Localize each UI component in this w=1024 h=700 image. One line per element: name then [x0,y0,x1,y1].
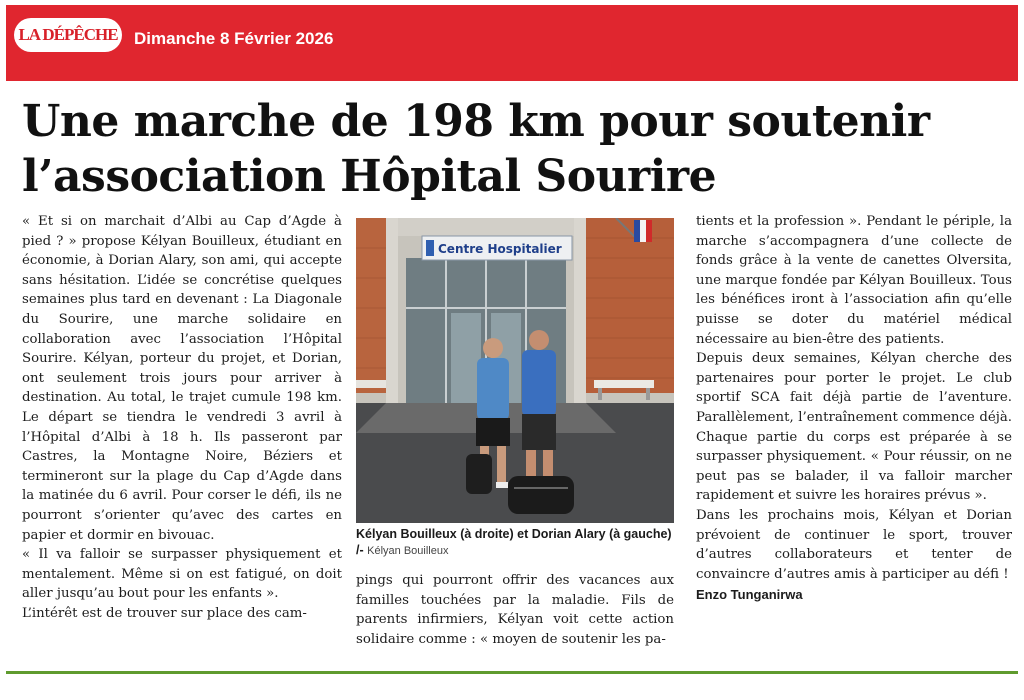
hospital-sign-text: Centre Hospitalier [438,242,562,256]
logo-text: LA DÉPÊCHE [18,25,118,44]
issue-date: Dimanche 8 Février 2026 [134,29,334,48]
paragraph: « Et si on marchait d’Albi au Cap d’Agde à pied ? » propose Kélyan Bouilleux, étudiant en économie, à Dorian Alary, son ami, qui accepte sans hésitation. L’idée se concrétise quelques semaines plus tard en devenant : La Diagonale du Sourire, une marche solidaire en collaboration avec l’association l’Hôpital Sourire. Kélyan, porteur du projet, et Dorian, ont seulement trois jours pour arriver à destination. Au total, le trajet cumule 198 km. Le départ se tiendra le vendredi 3 avril à l’Hôpital d’Albi à 18 h. Ils passeront par Castres, la Montagne Noire, Béziers et termineront sur la plage du Cap d’Agde dans la matinée du 6 avril. Pour corser le défi, ils ne pourront s’orienter qu’avec des cartes en papier et dormir en bivouac. [22,214,342,543]
newspaper-logo[interactable] [14,18,122,52]
caption-text: Kélyan Bouilleux (à droite) et Dorian Alary (à gauche) /- [356,527,672,557]
paragraph-quote: « Il va falloir se surpasser physiquement et mentalement. Même si on est fatigué, on doit aller jusqu’au bout pour les enfants ». [22,547,342,602]
article-photo [356,218,674,523]
article-headline: Une marche de 198 km pour soutenir l’association Hôpital Sourire [22,96,930,202]
brick-wall-left [356,218,386,393]
photo-caption [356,526,674,559]
sports-bag [508,476,574,514]
article-column-2 [356,571,674,649]
paragraph: Dans les prochains mois, Kélyan et Dorian prévoient de continuer le sport, trouver d’autres collaborateurs et tenter de convaincre d’autres amis à participer au défi ! [696,507,1012,582]
paragraph: tients et la profession ». Pendant le périple, la marche s’accompagnera d’une collecte de fonds grâce à la vente de canettes Olversita, une marque fondée par Kélyan Bouilleux. Tous les bénéfices iront à l’association afin qu’elle puisse se doter du matériel médical nécessaire au bien-être des patients. [696,214,1012,347]
backpack [466,454,492,494]
masthead-bar [6,5,1018,81]
hospital-entrance-illustration [356,218,674,523]
paragraph: pings qui pourront offrir des vacances aux familles touchées par la maladie. Fils de parents infirmiers, Kélyan voit cette action solidaire comme : « moyen de soutenir les pa- [356,573,674,647]
bench [594,380,654,388]
brick-wall-right [586,218,674,393]
article-author: Enzo Tunganirwa [696,587,803,603]
paragraph: L’intérêt est de trouver sur place des cam- [22,605,307,621]
paragraph: Depuis deux semaines, Kélyan cherche des partenaires pour porter le projet. Le club sportif SCA fait déjà partie de l’aventure. Parallèlement, l’entraînement commence déjà. Chaque partie du corps est préparée à se surpasser physiquement. « Pour réussir, on ne peut pas se balader, il va falloir marcher rapidement et suivre les horaires prévus ». [696,351,1012,504]
photo-credit: Kélyan Bouilleux [367,545,449,557]
footer-divider [6,671,1018,674]
article-column-1 [22,212,342,623]
article-column-3 [696,212,1012,605]
